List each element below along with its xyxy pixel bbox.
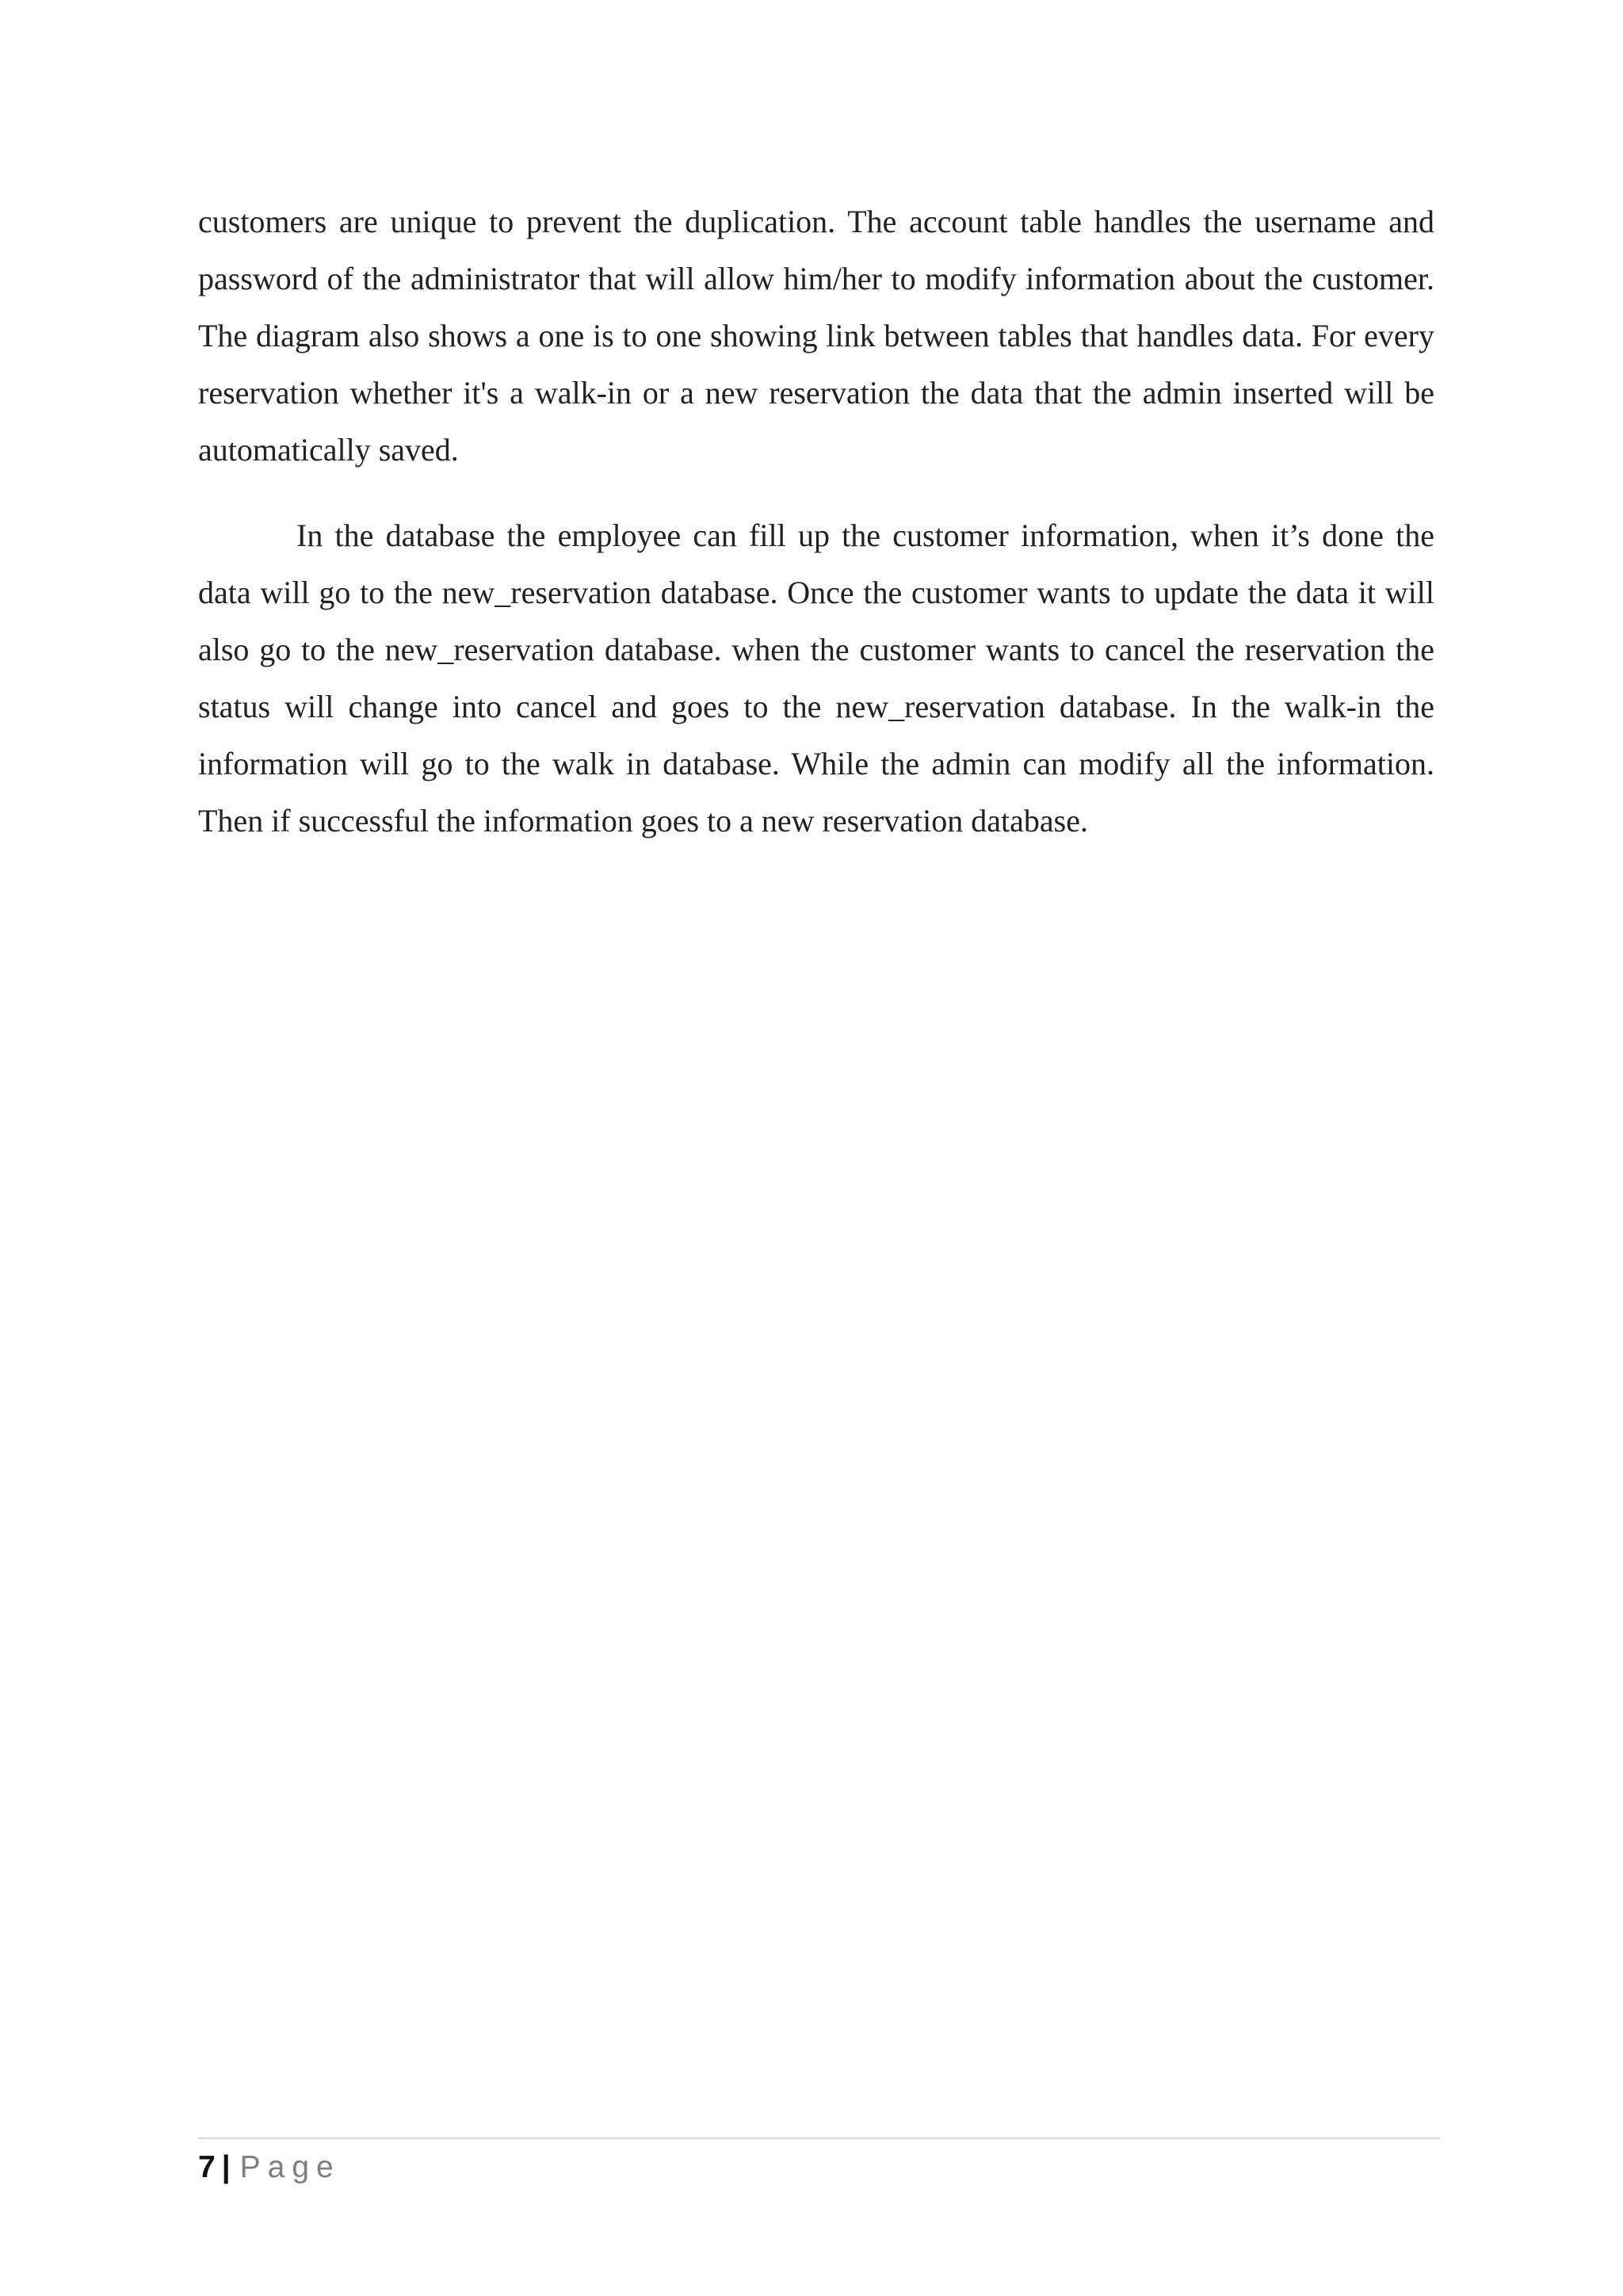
paragraph-2: In the database the employee can fill up the customer information, when it’s done the data will go to the new_reservation database. Once the customer wants to update the data it will also go to the new_reservation database. when the customer wants to cancel the reservation the status will change into cancel and goes to the new_reservation database. In the walk-in the information will go to the walk in database. While the admin can modify all the information. Then if successful the information goes to a new reservation database. (198, 518, 1434, 839)
footer-divider (198, 2137, 1441, 2139)
paragraph-1: customers are unique to prevent the duplication. The account table handles the username and password of the administrator that will allow him/her to modify information about the customer. The diagram also shows a one is to one showing link between tables that handles data. For every reservation whether it's a walk-in or a new reservation the data that the admin inserted will be automatically saved. (198, 204, 1434, 468)
page-footer (198, 2145, 341, 2190)
page-label: Page (239, 2150, 341, 2184)
footer-separator: | (221, 2150, 231, 2184)
body-text (198, 193, 1434, 850)
page-number: 7 (198, 2150, 216, 2184)
